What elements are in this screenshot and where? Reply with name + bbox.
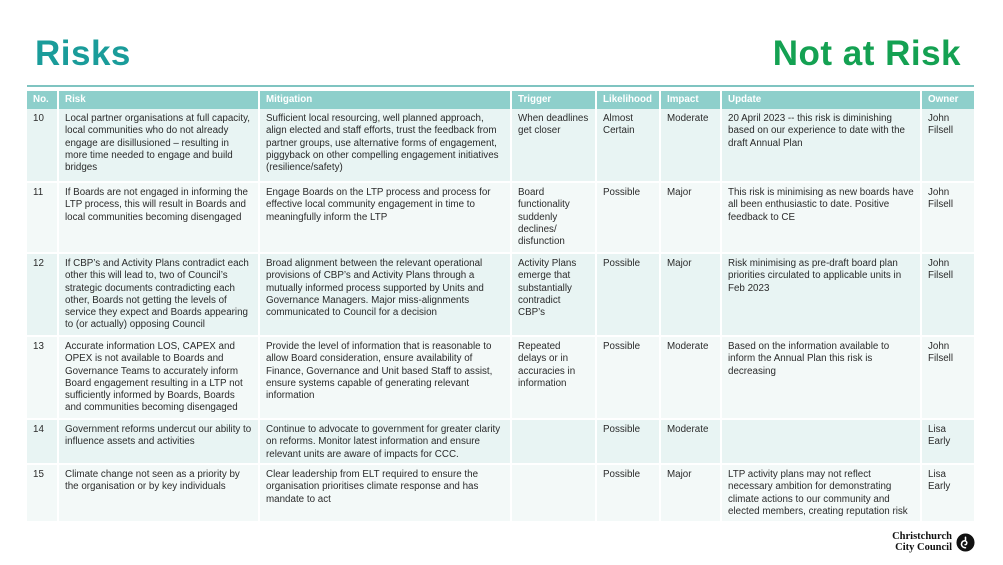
cell-trigger: Board functionality suddenly declines/ disfunction <box>511 182 596 253</box>
cell-no: 13 <box>27 336 58 419</box>
cell-update: Based on the information available to inform the Annual Plan this risk is decreasing <box>721 336 921 419</box>
cell-mitigation: Provide the level of information that is reasonable to allow Board consideration, ensure availability of Finance, Governance and Unit based Staff to assist, ensure systems capable of generating relevant information <box>259 336 511 419</box>
cell-update: 20 April 2023 -- this risk is diminishing based on our experience to date with the draft Annual Plan <box>721 109 921 182</box>
cell-risk: Government reforms undercut our ability to influence assets and activities <box>58 419 259 464</box>
cell-likelihood: Possible <box>596 253 660 336</box>
table-row <box>27 419 974 464</box>
table-row <box>27 182 974 253</box>
cell-impact: Moderate <box>660 109 721 182</box>
cell-risk: Local partner organisations at full capacity, local communities who do not already engage are disillusioned – resulting in more time needed to engage and build bridges <box>58 109 259 182</box>
cell-no: 14 <box>27 419 58 464</box>
cell-trigger: Repeated delays or in accuracies in information <box>511 336 596 419</box>
cell-likelihood: Possible <box>596 182 660 253</box>
cell-impact: Major <box>660 182 721 253</box>
cell-impact: Moderate <box>660 419 721 464</box>
cell-mitigation: Clear leadership from ELT required to ensure the organisation prioritises climate response and has mandate to act <box>259 464 511 522</box>
cell-trigger: When deadlines get closer <box>511 109 596 182</box>
cell-impact: Major <box>660 464 721 522</box>
cell-update <box>721 419 921 464</box>
cell-likelihood: Possible <box>596 419 660 464</box>
cell-mitigation: Sufficient local resourcing, well planned approach, align elected and staff efforts, trust the feedback from partner groups, use alternative forms of engagement, piggyback on other compelling engagement initiatives (resilience/safety) <box>259 109 511 182</box>
cell-owner: Lisa Early <box>921 419 974 464</box>
cell-trigger: Activity Plans emerge that substantially contradict CBP’s <box>511 253 596 336</box>
council-logo <box>892 532 975 553</box>
cell-owner: John Filsell <box>921 253 974 336</box>
risk-table <box>27 91 974 523</box>
cell-impact: Major <box>660 253 721 336</box>
cell-update: LTP activity plans may not reflect necessary ambition for demonstrating climate actions to our community and elected members, creating reputation risk <box>721 464 921 522</box>
cell-update: Risk minimising as pre-draft board plan priorities circulated to applicable units in Feb 2023 <box>721 253 921 336</box>
cell-risk: If CBP’s and Activity Plans contradict each other this will lead to, two of Council’s strategic documents contradicting each other, Boards not getting the levels of service they expect and Boards appearing to (or actually) opposing Council <box>58 253 259 336</box>
cell-no: 12 <box>27 253 58 336</box>
column-header-risk: Risk <box>58 91 259 109</box>
cell-mitigation: Continue to advocate to government for greater clarity on reforms. Monitor latest information and ensure relevant units are aware of impacts for CCC. <box>259 419 511 464</box>
logo-line-1: Christchurch <box>892 531 952 542</box>
cell-no: 11 <box>27 182 58 253</box>
cell-no: 10 <box>27 109 58 182</box>
cell-impact: Moderate <box>660 336 721 419</box>
table-row <box>27 253 974 336</box>
cell-trigger <box>511 419 596 464</box>
risk-status: Not at Risk <box>772 34 961 73</box>
title-divider <box>27 85 974 87</box>
table-header-row <box>27 91 974 109</box>
koru-icon <box>956 533 975 552</box>
cell-mitigation: Engage Boards on the LTP process and process for effective local community engagement in time to meaningfully inform the LTP <box>259 182 511 253</box>
cell-trigger <box>511 464 596 522</box>
cell-likelihood: Possible <box>596 336 660 419</box>
cell-risk: Accurate information LOS, CAPEX and OPEX is not available to Boards and Governance Teams to accurately inform Board engagement resulting in a LTP not sufficiently informed by Boards, Boards and communities becoming disengaged <box>58 336 259 419</box>
column-header-mitigation: Mitigation <box>259 91 511 109</box>
page-title: Risks <box>35 34 131 73</box>
table-row <box>27 336 974 419</box>
cell-owner: John Filsell <box>921 182 974 253</box>
cell-owner: John Filsell <box>921 336 974 419</box>
column-header-impact: Impact <box>660 91 721 109</box>
council-logo-text <box>892 532 952 553</box>
cell-risk: Climate change not seen as a priority by the organisation or by key individuals <box>58 464 259 522</box>
cell-mitigation: Broad alignment between the relevant operational provisions of CBP’s and Activity Plans through a mutually informed process supported by Units and Governance Managers. Major miss-alignments communicated to Council for a decision <box>259 253 511 336</box>
column-header-no: No. <box>27 91 58 109</box>
table-row <box>27 109 974 182</box>
cell-likelihood: Almost Certain <box>596 109 660 182</box>
cell-owner: John Filsell <box>921 109 974 182</box>
column-header-likelihood: Likelihood <box>596 91 660 109</box>
logo-line-2: City Council <box>895 541 952 553</box>
column-header-trigger: Trigger <box>511 91 596 109</box>
cell-no: 15 <box>27 464 58 522</box>
cell-update: This risk is minimising as new boards have all been enthusiastic to date. Positive feedback to CE <box>721 182 921 253</box>
table-row <box>27 464 974 522</box>
cell-risk: If Boards are not engaged in informing the LTP process, this will result in Boards and local communities becoming disengaged <box>58 182 259 253</box>
cell-likelihood: Possible <box>596 464 660 522</box>
column-header-owner: Owner <box>921 91 974 109</box>
cell-owner: Lisa Early <box>921 464 974 522</box>
column-header-update: Update <box>721 91 921 109</box>
